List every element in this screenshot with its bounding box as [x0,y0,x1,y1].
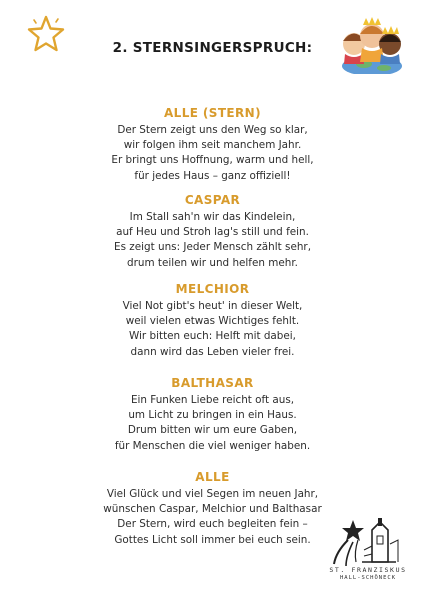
verse-line: Ein Funken Liebe reicht oft aus, [130,394,295,406]
verse-line: Der Stern, wird euch begleiten fein – [117,518,308,531]
verse-line: wir folgen ihm seit manchem Jahr. [123,139,302,152]
verse-line: Drum bitten wir um eure Gaben, [127,424,298,437]
verse-line: Im Stall sah'n wir das Kindelein, [129,211,296,223]
verse-balthasar [0,376,425,454]
verse-line: Viel Not gibt's heut' in dieser Welt, [122,300,303,312]
speaker-heading: CASPAR [184,193,241,207]
verse-line: weil vielen etwas Wichtiges fehlt. [125,315,300,328]
verse-melchior [0,282,425,360]
speaker-heading: MELCHIOR [175,282,250,296]
verse-line: Der Stern zeigt uns den Weg so klar, [117,124,308,136]
verse-alle-stern [0,106,425,184]
verse-line: um Licht zu bringen in ein Haus. [128,409,297,422]
footer-parish-name: ST. FRANZISKUS [329,566,407,574]
verse-line: Er bringt uns Hoffnung, warm und hell, [111,154,314,167]
footer-parish-location: HALL-SCHÖNECK [339,575,397,581]
verse-line: auf Heu und Stroh lag's still und fein. [116,226,309,239]
sternsinger-kids-illustration [340,14,404,74]
verse-line: wünschen Caspar, Melchior und Balthasar [103,503,322,516]
verse-line: Gottes Licht soll immer bei euch sein. [114,533,311,546]
verse-caspar [0,193,425,271]
speaker-heading: ALLE (STERN) [163,106,262,120]
page-title: 2. STERNSINGERSPRUCH: [112,40,313,56]
verse-line: für jedes Haus – ganz offiziell! [134,169,291,182]
verse-line: Wir bitten euch: Helft mit dabei, [129,330,296,343]
verse-line: für Menschen die viel weniger haben. [114,439,311,452]
speaker-heading: BALTHASAR [171,376,254,390]
speaker-heading: ALLE [195,470,230,484]
verse-line: drum teilen wir und helfen mehr. [127,256,298,269]
verse-line: Viel Glück und viel Segen im neuen Jahr, [106,488,319,500]
verse-line: Es zeigt uns: Jeder Mensch zählt sehr, [114,241,311,254]
verse-line: dann wird das Leben vieler frei. [130,345,295,358]
